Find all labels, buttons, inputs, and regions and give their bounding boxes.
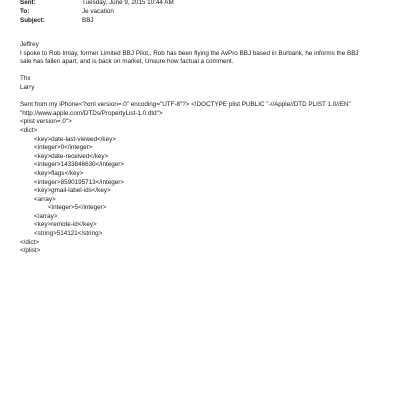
footer-line-1: Sent from my iPhone<?xml version=.0" encoding="UTF-8"?> <!DOCTYPE plist PUBLIC "-//Apple//DTD PLIST 1.0//EN" [20,101,351,109]
sent-value: Tuesday, June 9, 2015 10:44 AM [82,0,174,6]
spacer [20,93,390,102]
to-value: Je vacation [82,8,114,15]
paragraph-line-1: I spoke to Rob Imlay, former Limited BBJ Pilot,, Rob has been flying the AvPro BBJ based in Burbank, he informs the BBJ [20,49,359,57]
thanks: Thx [20,75,31,83]
paragraph-line-2: sale has fallen apart, and is back on market, Unsure how factual a comment. [20,58,234,66]
plist-line: <key>flags</key> [20,169,84,177]
subject-label: Subject: [20,17,45,24]
message-body [20,41,390,256]
plist-line: </array> [20,212,58,220]
sent-row [20,0,174,7]
plist-line: <string>514121</string> [20,230,103,238]
plist-line: <integer>5</integer> [20,204,107,212]
signature: Larry [20,83,35,91]
plist-line: <array> [20,195,56,203]
to-row [20,8,114,16]
subject-row [20,17,94,25]
spacer [20,67,390,76]
plist-line: <integer>0</integer> [20,144,93,152]
plist-line: <key>remote-id</key> [20,221,97,229]
plist-line: <dict> [20,126,38,134]
plist-line: <key>gmail-label-ids</key> [20,187,111,195]
subject-value: BBJ [82,17,94,24]
plist-line: <plist version=.0"> [20,118,72,126]
footer-line-2: "http://www.apple.com/DTDs/PropertyList-1.0.dtd"> [20,109,163,117]
plist-line: <key>date-last-viewed</key> [20,135,116,143]
plist-line: <integer>1433846630</integer> [20,161,124,169]
greeting: Jeffrey [20,41,39,48]
to-label: To: [20,8,30,15]
sent-label: Sent: [20,0,36,6]
plist-line: <key>date-received</key> [20,152,109,160]
plist-line: </dict> [20,238,39,246]
plist-line: <integer>8590195713</integer> [20,178,124,186]
plist-line: </plist> [20,247,41,255]
